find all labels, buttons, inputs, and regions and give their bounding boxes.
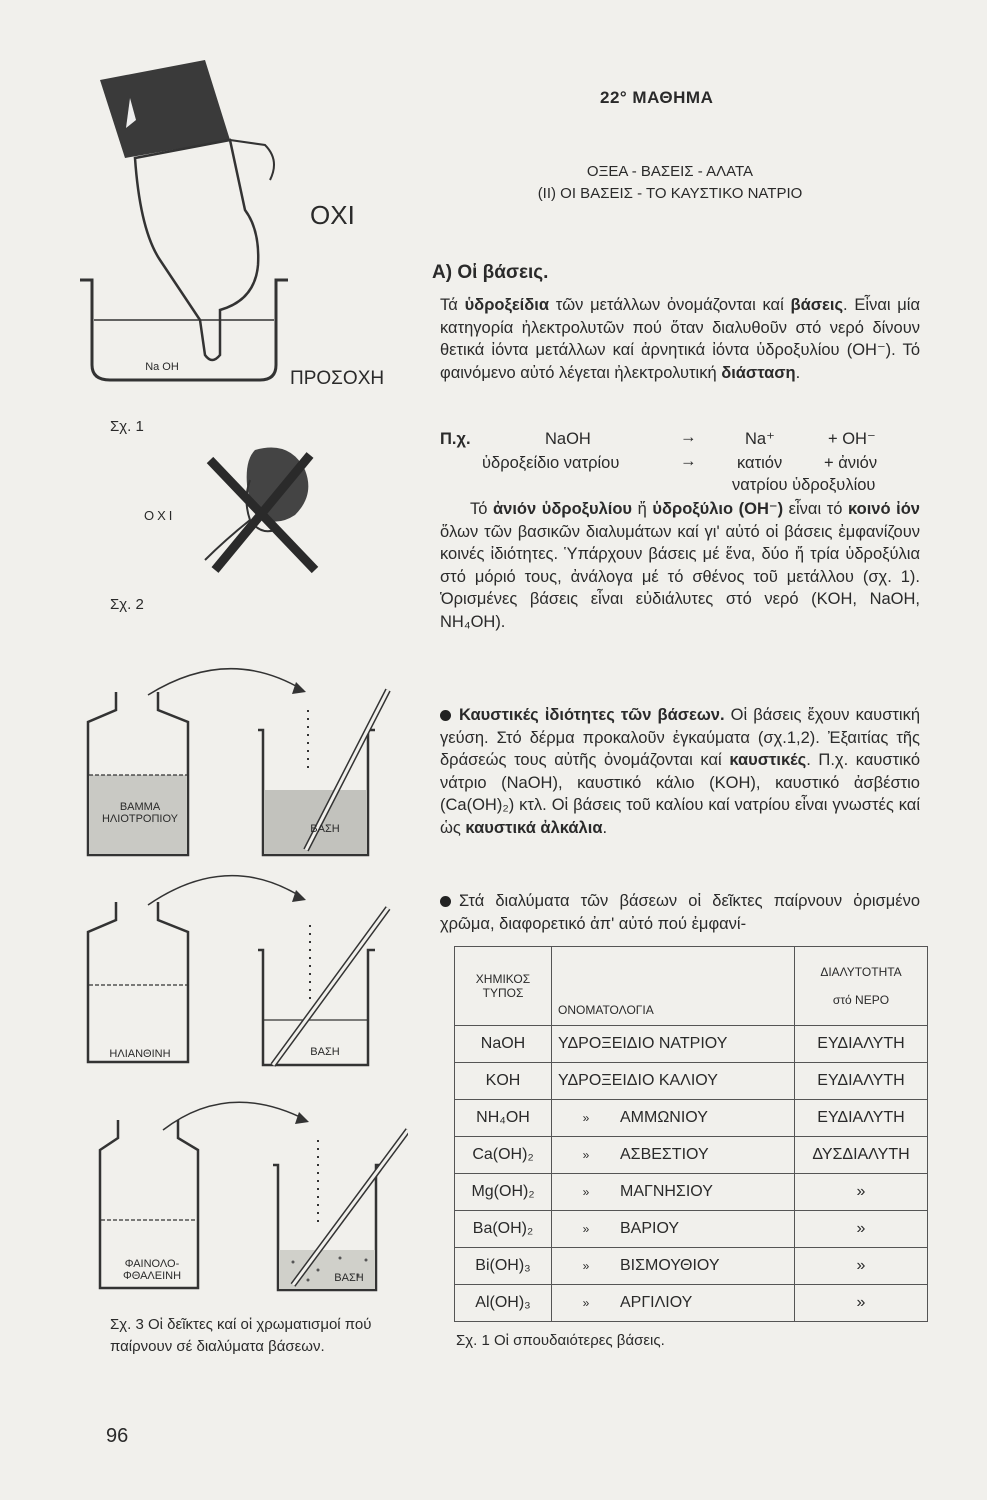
cell-formula: Ca(OH)₂ [455,1137,552,1174]
bottle2-label: ΗΛΙΑΝΘΙΝΗ [109,1048,171,1060]
cell-formula: Bi(OH)₃ [455,1248,552,1285]
cell-name: » ΑΣΒΕΣΤΙΟΥ [552,1137,795,1174]
beaker3-label: ΒΑΣΗ [334,1272,364,1284]
bullet-icon [440,710,451,721]
cell-formula: NaOH [455,1026,552,1063]
chapter-subtitle-2: (ΙΙ) ΟΙ ΒΑΣΕΙΣ - ΤΟ ΚΑΥΣΤΙΚΟ ΝΑΤΡΙΟ [537,185,803,202]
cell-solubility: » [795,1285,928,1322]
table-row [455,1248,928,1285]
equation-lhs-name: ὑδροξείδιο νατρίου [482,454,620,472]
arrow-icon [148,876,303,905]
fig1-naoh-label: Na OH [145,361,179,373]
cell-name: ΥΔΡΟΞΕΙΔΙΟ ΝΑΤΡΙΟΥ [552,1026,795,1063]
table-row [455,1211,928,1248]
figure-hand-basin [80,30,410,400]
col-header-formula: ΧΗΜΙΚΟΣ ΤΥΠΟΣ [455,947,552,1026]
chapter-subtitle-1: ΟΞΕΑ - ΒΑΣΕΙΣ - ΑΛΑΤΑ [586,163,754,180]
table-row [455,1285,928,1322]
figure-indicators [78,650,408,1300]
cell-name: » ΜΑΓΝΗΣΙΟΥ [552,1174,795,1211]
cell-name: » ΑΡΓΙΛΙΟΥ [552,1285,795,1322]
equation-arrow: → [680,428,697,446]
example-label: Π.χ. [440,430,471,448]
cell-name: » ΑΜΜΩΝΙΟΥ [552,1100,795,1137]
fig1-warning-label: ΠΡΟΣΟΧΗ [290,368,385,389]
arrow-icon [148,669,303,695]
cell-solubility: ΕΥΔΙΑΛΥΤΗ [795,1026,928,1063]
fig2-caption: Σχ. 2 [110,596,144,613]
table-caption: Σχ. 1 Οἱ σπουδαιότερες βάσεις. [456,1332,665,1349]
table-row [455,1174,928,1211]
fig3-caption-1: Σχ. 3 Οἱ δεῖκτες καί οἱ χρωματισμοί πού [110,1316,372,1333]
cell-formula: NH₄OH [455,1100,552,1137]
bullet-icon [440,896,451,907]
cell-solubility: ΔΥΣΔΙΑΛΥΤΗ [795,1137,928,1174]
paragraph-indicators: Στά διαλύματα τῶν βάσεων οἱ δεῖκτες παίρνουν ὁρισμένο χρῶμα, διαφορετικό ἀπ' αὐτό πού ἐμφανί- [440,892,920,933]
table-header-row [455,947,928,1026]
equation-anion-name: + ἀνιόν [824,454,878,472]
equation-lhs: NaOH [545,430,591,448]
hand-icon [135,140,258,360]
bottle3-label: ΦΑΙΝΟΛΟ- ΦΘΑΛΕΙΝΗ [122,1258,182,1282]
fig2-no-label: ΟΧΙ [144,508,176,523]
cell-formula: KOH [455,1063,552,1100]
equation-anion: + OH⁻ [828,430,876,448]
table-row [455,1137,928,1174]
cell-name: » ΒΑΡΙΟΥ [552,1211,795,1248]
cell-formula: Mg(OH)₂ [455,1174,552,1211]
col-header-name: ΟΝΟΜΑΤΟΛΟΓΙΑ [552,947,795,1026]
cell-formula: Al(OH)₃ [455,1285,552,1322]
page-number: 96 [106,1425,129,1447]
fig1-no-label: ΟΧΙ [310,200,355,230]
equation-cation: Na⁺ [745,430,775,448]
section-heading: Α) Οἱ βάσεις. [432,262,549,283]
beaker2-label: ΒΑΣΗ [310,1046,340,1058]
table-row [455,1063,928,1100]
col-header-solubility: ΔΙΑΛΥΤΟΤΗΤΑ στό ΝΕΡΟ [795,947,928,1026]
bottle-methyl-orange-icon [88,902,188,1062]
cell-solubility: » [795,1174,928,1211]
table-row [455,1100,928,1137]
table-row [455,1026,928,1063]
bottle1-label: ΒΑΜΜΑ ΗΛΙΟΤΡΟΠΙΟΥ [101,801,179,825]
cell-solubility: ΕΥΔΙΑΛΥΤΗ [795,1100,928,1137]
bases-table [454,946,928,1322]
cell-solubility: » [795,1248,928,1285]
fig3-caption-2: παίρνουν σέ διαλύματα βάσεων. [110,1338,325,1355]
bottle-litmus-icon [88,692,188,855]
cell-formula: Ba(OH)₂ [455,1211,552,1248]
figure-taste-warning [195,440,325,580]
arrow-icon [163,1102,306,1130]
beaker1-label: ΒΑΣΗ [310,823,340,835]
fig1-caption: Σχ. 1 [110,418,144,435]
equation-cation-name: κατιόν [737,454,783,472]
paragraph-caustic: Καυστικές ἰδιότητες τῶν βάσεων. Οἱ βάσεις ἔχουν καυστική γεύση. Στό δέρμα προκαλοῦν ἐγκαύματα (σχ.1,2). Ἐξαιτίας τῆς δράσεώς τους αὐτῆς ὀνομάζονται καί καυστικές. Π.χ. καυστικό νάτριο (NaOH), καυστικό κάλιο (KOH), καυστικό ἀσβέστιο (Ca(OH)₂) κτλ. Οἱ βάσεις τοῦ καλίου καί νατρίου εἶναι γνωστές καί ὡς καυστικά ἀλκάλια. [440,706,920,837]
equation-arrow-2: → [680,452,697,470]
paragraph-bases-intro: Τά ὑδροξείδια τῶν μετάλλων ὀνομάζονται καί βάσεις. Εἶναι μία κατηγορία ἠλεκτρολυτῶν πού ὅταν διαλυθοῦν στό νερό δίνουν θετικά ἰόντα μετάλλων καί ἀρνητικά ἰόντα ὑδροξυλίου (OH⁻). Τό φαινόμενο αὐτό λέγεται ἠλεκτρολυτική διάσταση. [440,296,921,382]
lesson-title: 22° ΜΑΘΗΜΑ [600,88,714,107]
cell-solubility: ΕΥΔΙΑΛΥΤΗ [795,1063,928,1100]
cell-name: » ΒΙΣΜΟΥΘΙΟΥ [552,1248,795,1285]
paragraph-hydroxyl: Τό ἀνιόν ὑδροξυλίου ἤ ὑδροξύλιο (OH⁻) εἶναι τό κοινό ἰόν ὅλων τῶν βασικῶν διαλυμάτων καί γι' αὐτό οἱ βάσεις ἐμφανίζουν κοινές ἰδιότητες. Ὑπάρχουν βάσεις μέ ἕνα, δύο ἤ τρία ὑδροξύλια στό μόριό τους, ἀνάλογα μέ τό σθένος τοῦ μετάλλου (σχ. 1). Ὁρισμένες βάσεις εἶναι εὐδιάλυτες στό νερό (KOH, NaOH, NH₄OH). [440,500,920,631]
equation-names-2: νατρίου ὑδροξυλίου [732,476,876,494]
cell-solubility: » [795,1211,928,1248]
cell-name: ΥΔΡΟΞΕΙΔΙΟ ΚΑΛΙΟΥ [552,1063,795,1100]
